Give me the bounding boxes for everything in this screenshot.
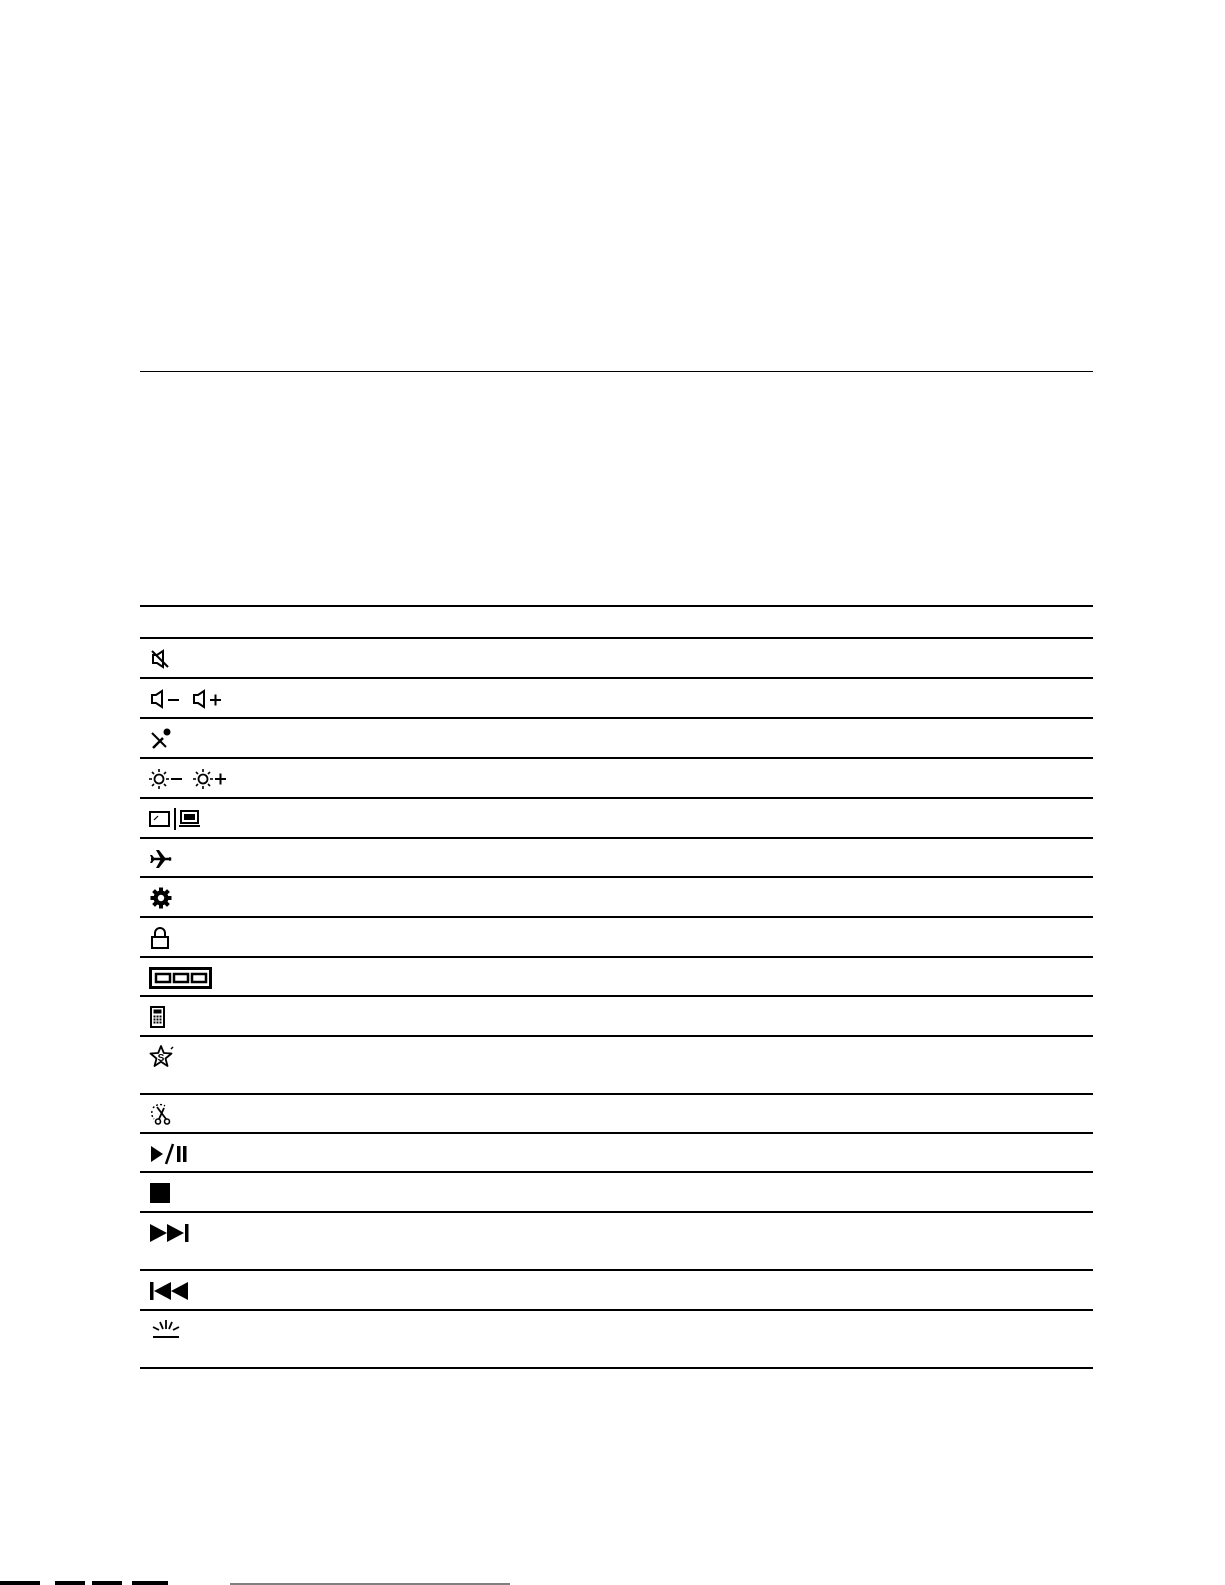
table-row-microphone-mute xyxy=(140,719,1093,759)
function-key-table xyxy=(140,605,1093,1369)
microphone-mute-icon xyxy=(149,727,173,751)
task-view-icon xyxy=(149,966,213,990)
lock-icon xyxy=(149,926,171,950)
table-row-play-pause xyxy=(140,1134,1093,1173)
table-row-brightness xyxy=(140,759,1093,799)
table-row-lock xyxy=(140,918,1093,958)
table-row-display-switch xyxy=(140,799,1093,839)
table-row-airplane-mode xyxy=(140,839,1093,878)
svg-text:S: S xyxy=(157,1053,165,1064)
airplane-icon xyxy=(149,847,173,871)
calculator-icon xyxy=(149,1005,167,1029)
previous-track-icon xyxy=(149,1279,193,1303)
table-header-row xyxy=(140,605,1093,639)
next-track-icon xyxy=(149,1221,193,1245)
volume-down-icon xyxy=(149,688,183,710)
snipping-tool-icon xyxy=(149,1103,173,1127)
page-edge-artifact xyxy=(0,1579,1225,1585)
play-pause-icon xyxy=(149,1142,191,1166)
keyboard-backlight-icon xyxy=(149,1318,183,1344)
table-row-settings xyxy=(140,878,1093,918)
table-row-previous-track xyxy=(140,1271,1093,1311)
gear-icon xyxy=(149,886,173,910)
table-row-mute xyxy=(140,639,1093,679)
star-s-icon xyxy=(149,1044,175,1070)
section-divider xyxy=(140,371,1093,372)
speaker-mute-icon xyxy=(149,648,171,670)
table-row-snipping-tool xyxy=(140,1095,1093,1134)
table-row-calculator xyxy=(140,997,1093,1037)
table-row-keyboard-backlight xyxy=(140,1311,1093,1369)
table-row-task-view xyxy=(140,958,1093,997)
table-row-stop xyxy=(140,1173,1093,1213)
brightness-down-icon xyxy=(149,767,185,791)
table-row-favorite xyxy=(140,1037,1093,1095)
table-row-volume xyxy=(140,679,1093,719)
stop-icon xyxy=(149,1181,173,1205)
volume-up-icon xyxy=(191,688,225,710)
display-switch-icon xyxy=(149,807,203,831)
table-row-next-track xyxy=(140,1213,1093,1271)
brightness-up-icon xyxy=(193,767,229,791)
